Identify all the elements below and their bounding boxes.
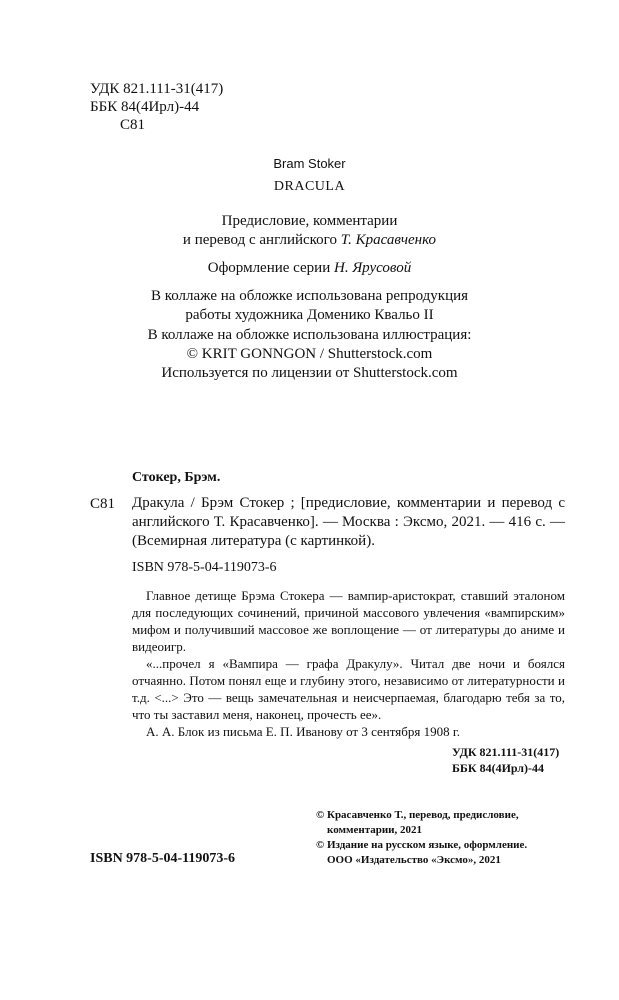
udk-bottom-block (452, 744, 559, 776)
collage-credit-2 (0, 326, 619, 383)
design-artist: Н. Ярусовой (333, 260, 412, 276)
preface-line-2-text: и перевод с английского (182, 232, 341, 248)
bbk-code-bottom: ББК 84(4Ирл)-44 (452, 761, 544, 775)
design-credit (0, 260, 619, 277)
annotation-paragraph-1: Главное детище Брэма Стокера — вампир-аристократ, ставший эталоном для последующих сочинений, причиной массового увлечения «вампирским» мифом и получивший массовое же воплощение — от литературы до аниме и видеоигр. (132, 588, 565, 654)
bbk-code: ББК 84(4Ирл)-44 (90, 99, 200, 115)
preface-line-1: Предисловие, комментарии (221, 213, 398, 229)
translator-name: Т. Красавченко (340, 232, 437, 248)
collage-credit-1 (0, 287, 619, 325)
udk-top-block (90, 80, 223, 134)
copyright-line-2: комментарии, 2021 (327, 824, 423, 836)
copyright-line-1: © Красавченко Т., перевод, предисловие, (316, 809, 519, 821)
udk-code-bottom: УДК 821.111-31(417) (452, 745, 560, 759)
preface-credit (0, 212, 619, 250)
bibliographic-code: С81 (90, 496, 116, 512)
bibliographic-author: Стокер, Брэм. (132, 470, 221, 485)
annotation-attribution: А. А. Блок из письма Е. П. Иванову от 3 сентября 1908 г. (146, 724, 460, 739)
preface-line-2 (0, 231, 619, 250)
design-text: Оформление серии (207, 260, 334, 276)
copyright-line-4: ООО «Издательство «Эксмо», 2021 (327, 854, 501, 866)
annotation-paragraph-2: «...прочел я «Вампира — графа Дракулу». Читал две ночи и боялся отчаянно. Потом понял еще и глубину этого, независимо от литературности и т.д. <...> Это — вещь замечательная и неисчерпаемая, благодарю тебя за то, что ты заставил меня, наконец, прочесть ее». (132, 656, 565, 722)
collage1-line-2: работы художника Доменико Квальо II (185, 307, 434, 323)
isbn-bibliographic: ISBN 978-5-04-119073-6 (132, 560, 277, 575)
collage1-line-1: В коллаже на обложке использована репродукция (150, 288, 469, 304)
collage2-line-3: Используется по лицензии от Shutterstock.com (161, 365, 458, 381)
collage2-line-1: В коллаже на обложке использована иллюстрация: (147, 327, 472, 343)
original-title: DRACULA (273, 179, 346, 194)
bibliographic-description: Дракула / Брэм Стокер ; [предисловие, комментарии и перевод с английского Т. Красавченко]. — Москва : Эксмо, 2021. — 416 с. — (Всемирная литература (с картинкой). (132, 495, 565, 549)
isbn-bottom: ISBN 978-5-04-119073-6 (90, 851, 236, 866)
annotation (132, 587, 565, 740)
author-mark: С81 (120, 117, 146, 133)
collage2-line-2: © KRIT GONNGON / Shutterstock.com (186, 346, 433, 362)
copyright-block (316, 808, 527, 868)
udk-code: УДК 821.111-31(417) (90, 81, 224, 97)
original-author: Bram Stoker (273, 156, 346, 171)
copyright-line-3: © Издание на русском языке, оформление. (316, 839, 528, 851)
